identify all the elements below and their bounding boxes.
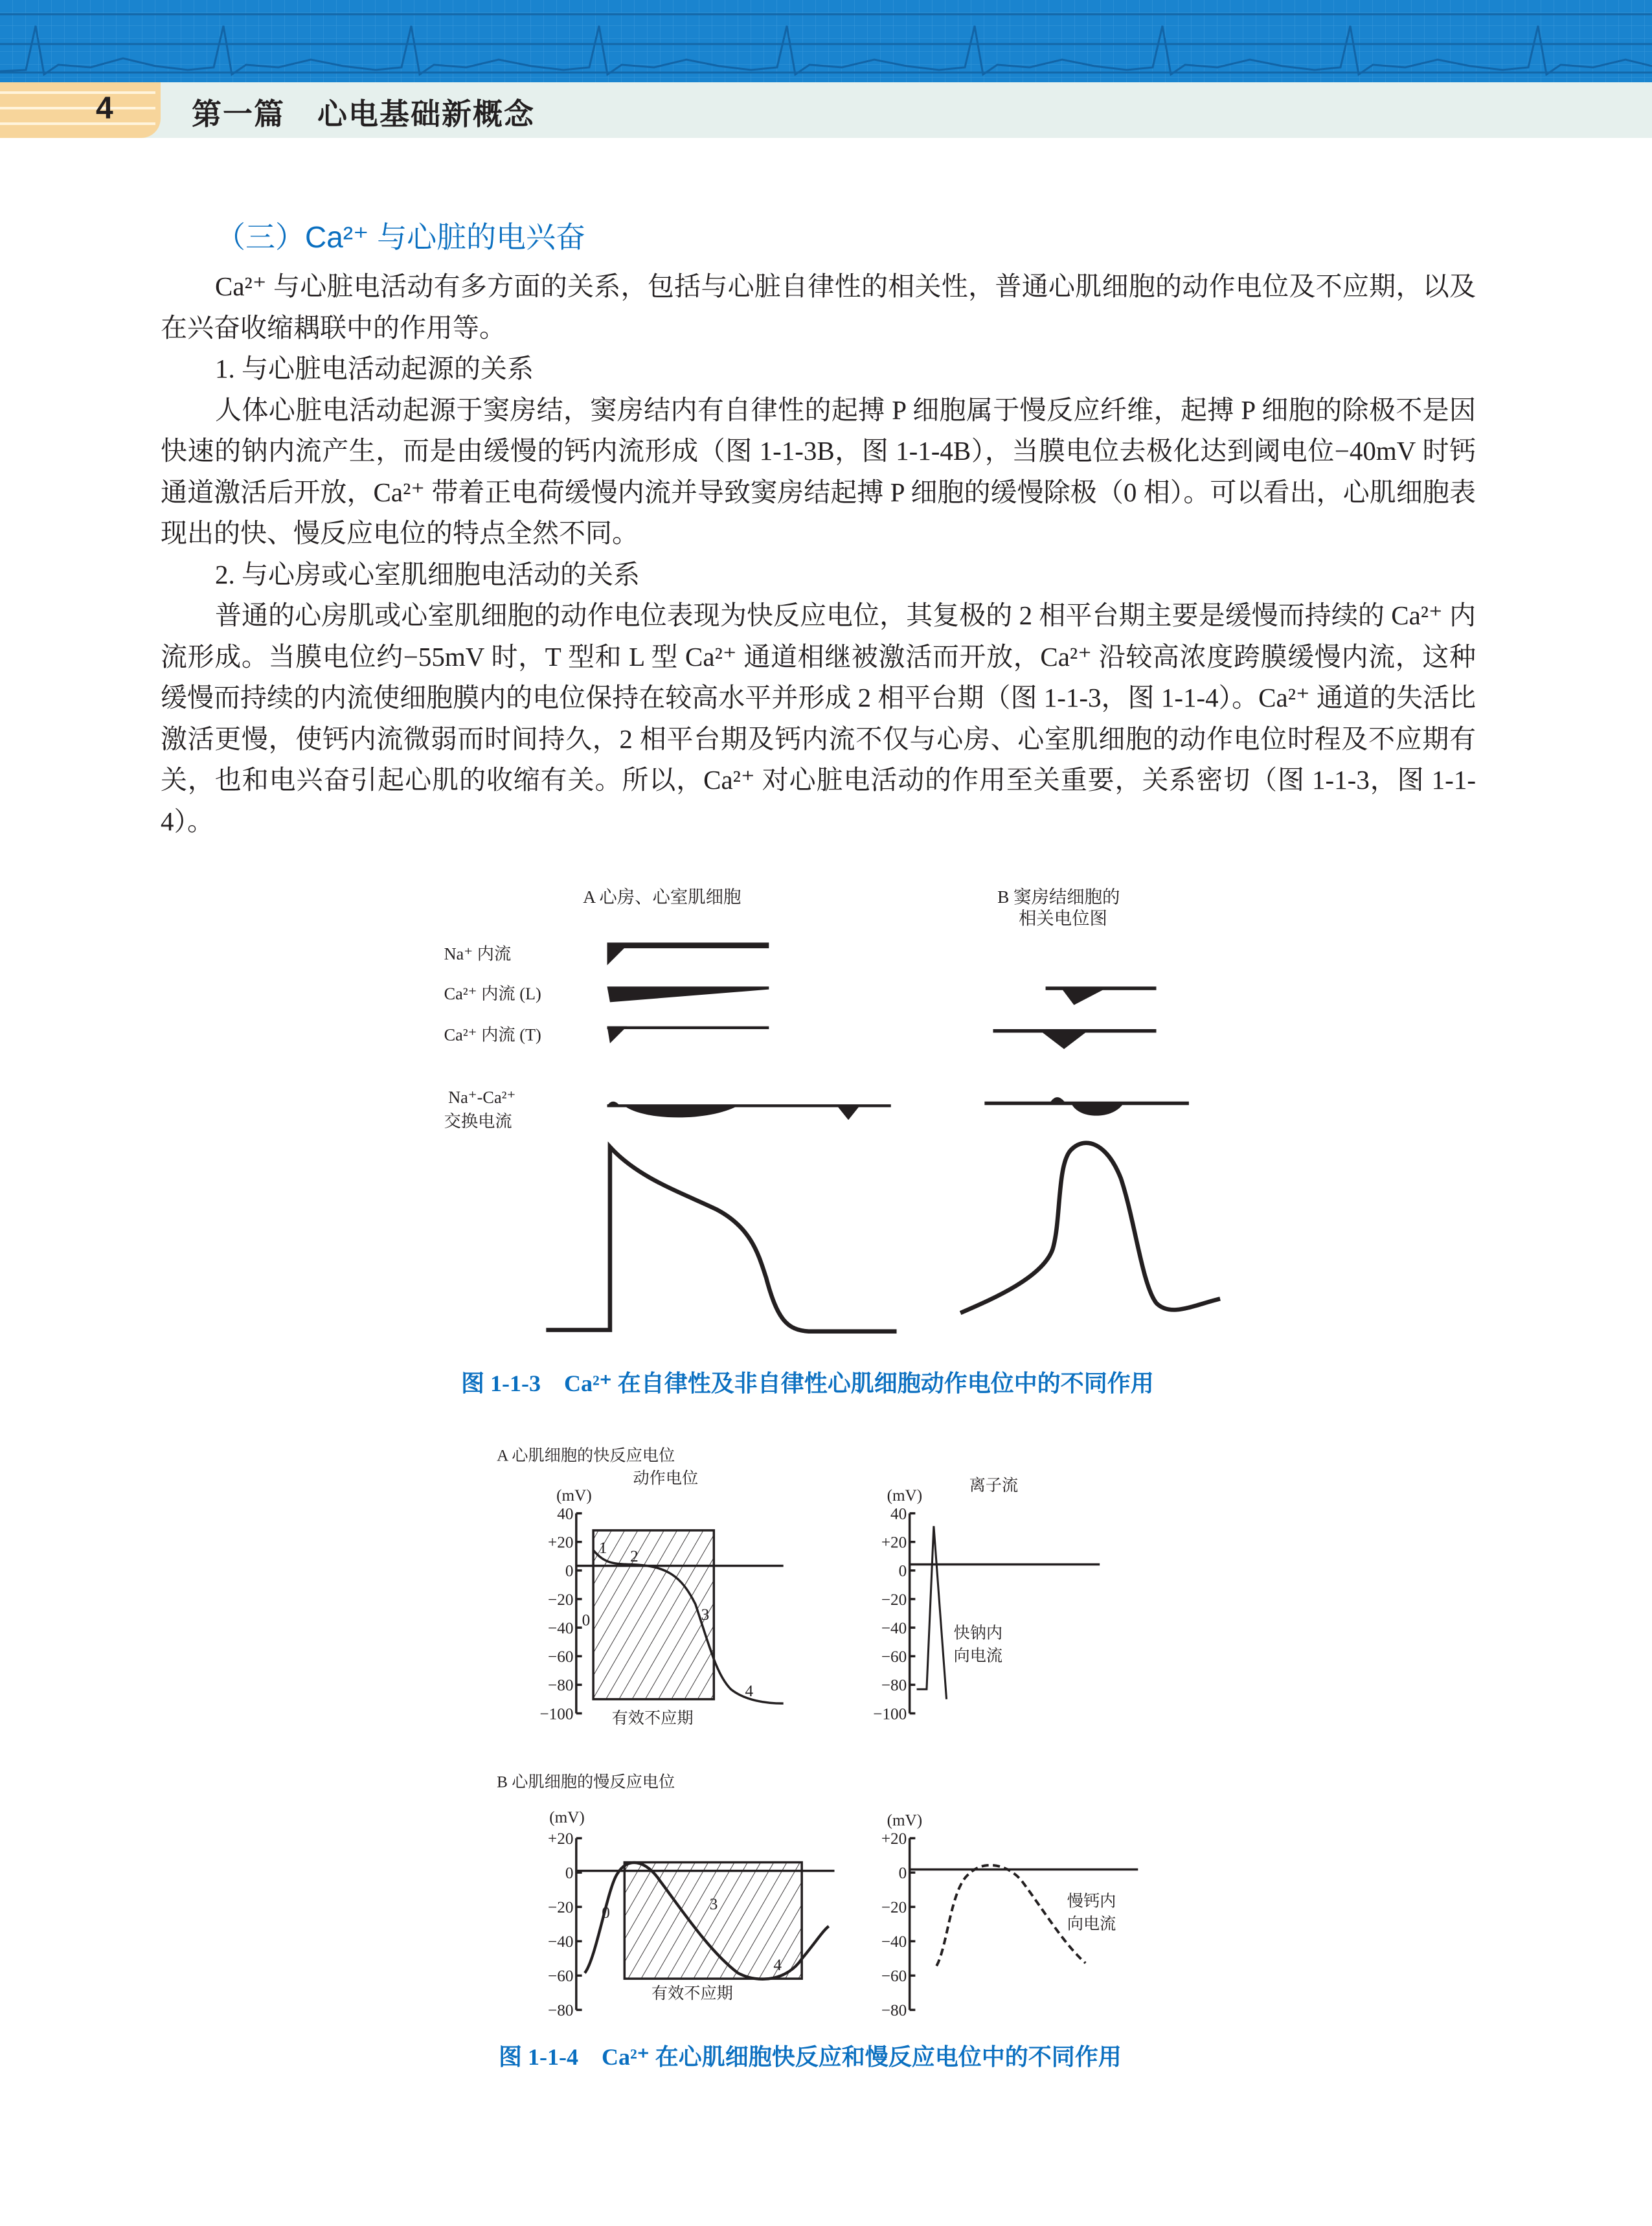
tick-label: −20 <box>548 1899 574 1917</box>
tick-label: −80 <box>548 1677 574 1695</box>
tick-label: −60 <box>881 1968 907 1986</box>
tick-label: 40 <box>890 1505 907 1523</box>
fast-na-label: 快钠内 <box>953 1624 1003 1642</box>
slow-ca-label: 慢钙内 <box>1067 1892 1116 1911</box>
tick-label: −80 <box>881 2002 907 2020</box>
paragraph: Ca²⁺ 与心脏电活动有多方面的关系，包括与心脏自律性的相关性，普通心肌细胞的动作电位及不应期，以及在兴奋收缩耦联中的作用等。 <box>161 271 1476 343</box>
tick-label: 0 <box>898 1865 907 1883</box>
tick-label: −80 <box>548 2002 574 2020</box>
ca-l-current-b <box>1061 988 1107 1005</box>
subheading: 1. 与心脏电活动起源的关系 <box>215 354 534 383</box>
ca-t-current-a <box>607 1027 628 1043</box>
ca-t-current-b <box>1040 1030 1088 1049</box>
page-number-tab <box>0 82 161 138</box>
phase-0-label: 0 <box>602 1903 610 1922</box>
tick-label: −60 <box>548 1648 574 1666</box>
tick-label: −100 <box>539 1705 574 1723</box>
ca-t-line-a <box>607 1027 769 1029</box>
current-traces <box>607 942 1189 1120</box>
erp-label: 有效不应期 <box>611 1709 694 1727</box>
tick-label: −40 <box>548 1933 574 1951</box>
chapter-title <box>192 91 567 133</box>
row-label-naca: Na⁺-Ca²⁺ <box>448 1087 516 1107</box>
figure-1-1-4 <box>468 1427 1178 2030</box>
tick-label: 0 <box>565 1562 574 1580</box>
tick-label: 0 <box>565 1865 574 1883</box>
na-current-a <box>607 942 769 965</box>
phase-3-label: 3 <box>701 1606 710 1624</box>
unit-label: (mV) <box>887 1811 923 1830</box>
slow-ca-current <box>936 1865 1085 1966</box>
tick-label: −40 <box>548 1619 574 1637</box>
figure-1-1-3 <box>425 873 1249 1348</box>
tick-label: −100 <box>873 1705 907 1723</box>
tick-label: +20 <box>548 1534 574 1552</box>
paragraph: 人体心脏电活动起源于窦房结，窦房结内有自律性的起搏 P 细胞属于慢反应纤维，起搏 P 细胞的除极不是因快速的钠内流产生，而是由缓慢的钙内流形成（图 1-1-3B，图 1-1-4B），当膜电位去极化达到阈电位−40mV 时钙通道激活后开放，Ca²⁺ 带着正电荷缓慢内流并导致窦房结起搏 P 细胞的缓慢除极（0 相）。可以看出，心肌细胞表现出的快、慢反应电位的特点全然不同。 <box>161 394 1476 548</box>
row-label-exchange: 交换电流 <box>444 1112 512 1131</box>
tick-label: −40 <box>881 1933 907 1951</box>
panel-b-title: B 窦房结细胞的 <box>997 887 1120 907</box>
row-label-na: Na⁺ 内流 <box>444 944 512 964</box>
ecg-pattern-icon <box>0 0 1652 82</box>
unit-label: (mV) <box>556 1486 592 1505</box>
tick-label: +20 <box>881 1830 907 1848</box>
figure-1-1-3-caption: 图 1-1-3 Ca²⁺ 在自律性及非自律性心肌细胞动作电位中的不同作用 <box>461 1370 1154 1396</box>
header-ecg-band <box>0 0 1652 82</box>
unit-label: (mV) <box>549 1809 585 1827</box>
erp-label: 有效不应期 <box>651 1984 733 2003</box>
subheading: 2. 与心房或心室肌细胞电活动的关系 <box>215 559 640 589</box>
fast-na-label-2: 向电流 <box>953 1647 1003 1665</box>
phase-4-label: 4 <box>745 1683 754 1701</box>
page-number: 4 <box>96 91 113 126</box>
tick-label: −40 <box>881 1619 907 1637</box>
tick-label: −80 <box>881 1677 907 1695</box>
ion-current-title: 离子流 <box>969 1477 1019 1495</box>
phase-1-label: 1 <box>598 1539 607 1557</box>
part-title: 心电基础新概念 <box>317 97 535 131</box>
tick-label: −20 <box>881 1899 907 1917</box>
action-potential-atrial-ventricular <box>546 1147 896 1332</box>
panel-a-title: A 心肌细胞的快反应电位 <box>497 1447 675 1465</box>
tick-label: −20 <box>881 1591 907 1609</box>
tick-label: −60 <box>881 1648 907 1666</box>
slow-ca-label-2: 向电流 <box>1067 1915 1116 1933</box>
ca-l-current-a <box>607 986 769 1002</box>
panel-a-title: A 心房、心室肌细胞 <box>583 887 741 907</box>
tick-label: +20 <box>881 1534 907 1552</box>
panel-a-subtitle: 动作电位 <box>633 1470 699 1488</box>
phase-2-label: 2 <box>630 1548 639 1566</box>
paragraph: 普通的心房肌或心室肌细胞的动作电位表现为快反应电位，其复极的 2 相平台期主要是缓慢而持续的 Ca²⁺ 内流形成。当膜电位约−55mV 时，T 型和 L 型 Ca²⁺ 通道相继被激活而开放，Ca²⁺ 沿较高浓度跨膜缓慢内流，这种缓慢而持续的内流使细胞膜内的电位保持在较高水平并形成 2 相平台期（图 1-1-3，图 1-1-4）。Ca²⁺ 通道的失活比激活更慢，使钙内流微弱而时间持久，2 相平台期及钙内流不仅与心房、心室肌细胞的动作电位时程及不应期有关，也和电兴奋引起心肌的收缩有关。所以，Ca²⁺ 对心脏电活动的作用至关重要，关系密切（图 1-1-3，图 1-1-4）。 <box>161 600 1476 836</box>
naca-current-a <box>607 1102 860 1120</box>
row-label-ca-l: Ca²⁺ 内流 (L) <box>444 984 541 1004</box>
phase-4-label: 4 <box>773 1956 782 1974</box>
tick-label: 0 <box>898 1562 907 1580</box>
action-potential-sinoatrial <box>960 1143 1220 1313</box>
section-heading: （三）Ca²⁺ 与心脏的电兴奋 <box>216 220 586 254</box>
naca-current-b <box>1050 1097 1124 1115</box>
tick-label: −20 <box>548 1591 574 1609</box>
unit-label: (mV) <box>887 1486 923 1505</box>
row-label-ca-t: Ca²⁺ 内流 (T) <box>444 1025 541 1045</box>
fast-na-current <box>917 1526 947 1699</box>
tick-label: +20 <box>548 1830 574 1848</box>
tick-label: −60 <box>548 1968 574 1986</box>
figure-1-1-4-caption: 图 1-1-4 Ca²⁺ 在心肌细胞快反应和慢反应电位中的不同作用 <box>499 2044 1122 2070</box>
panel-b-subtitle: 相关电位图 <box>1018 908 1107 928</box>
phase-0-label: 0 <box>582 1611 591 1630</box>
part-label: 第一篇 <box>192 97 285 131</box>
erp-box <box>593 1530 714 1699</box>
phase-3-label: 3 <box>709 1895 718 1913</box>
body-text <box>161 266 1476 842</box>
tick-label: 40 <box>557 1505 574 1523</box>
panel-b-title: B 心肌细胞的慢反应电位 <box>497 1773 675 1791</box>
